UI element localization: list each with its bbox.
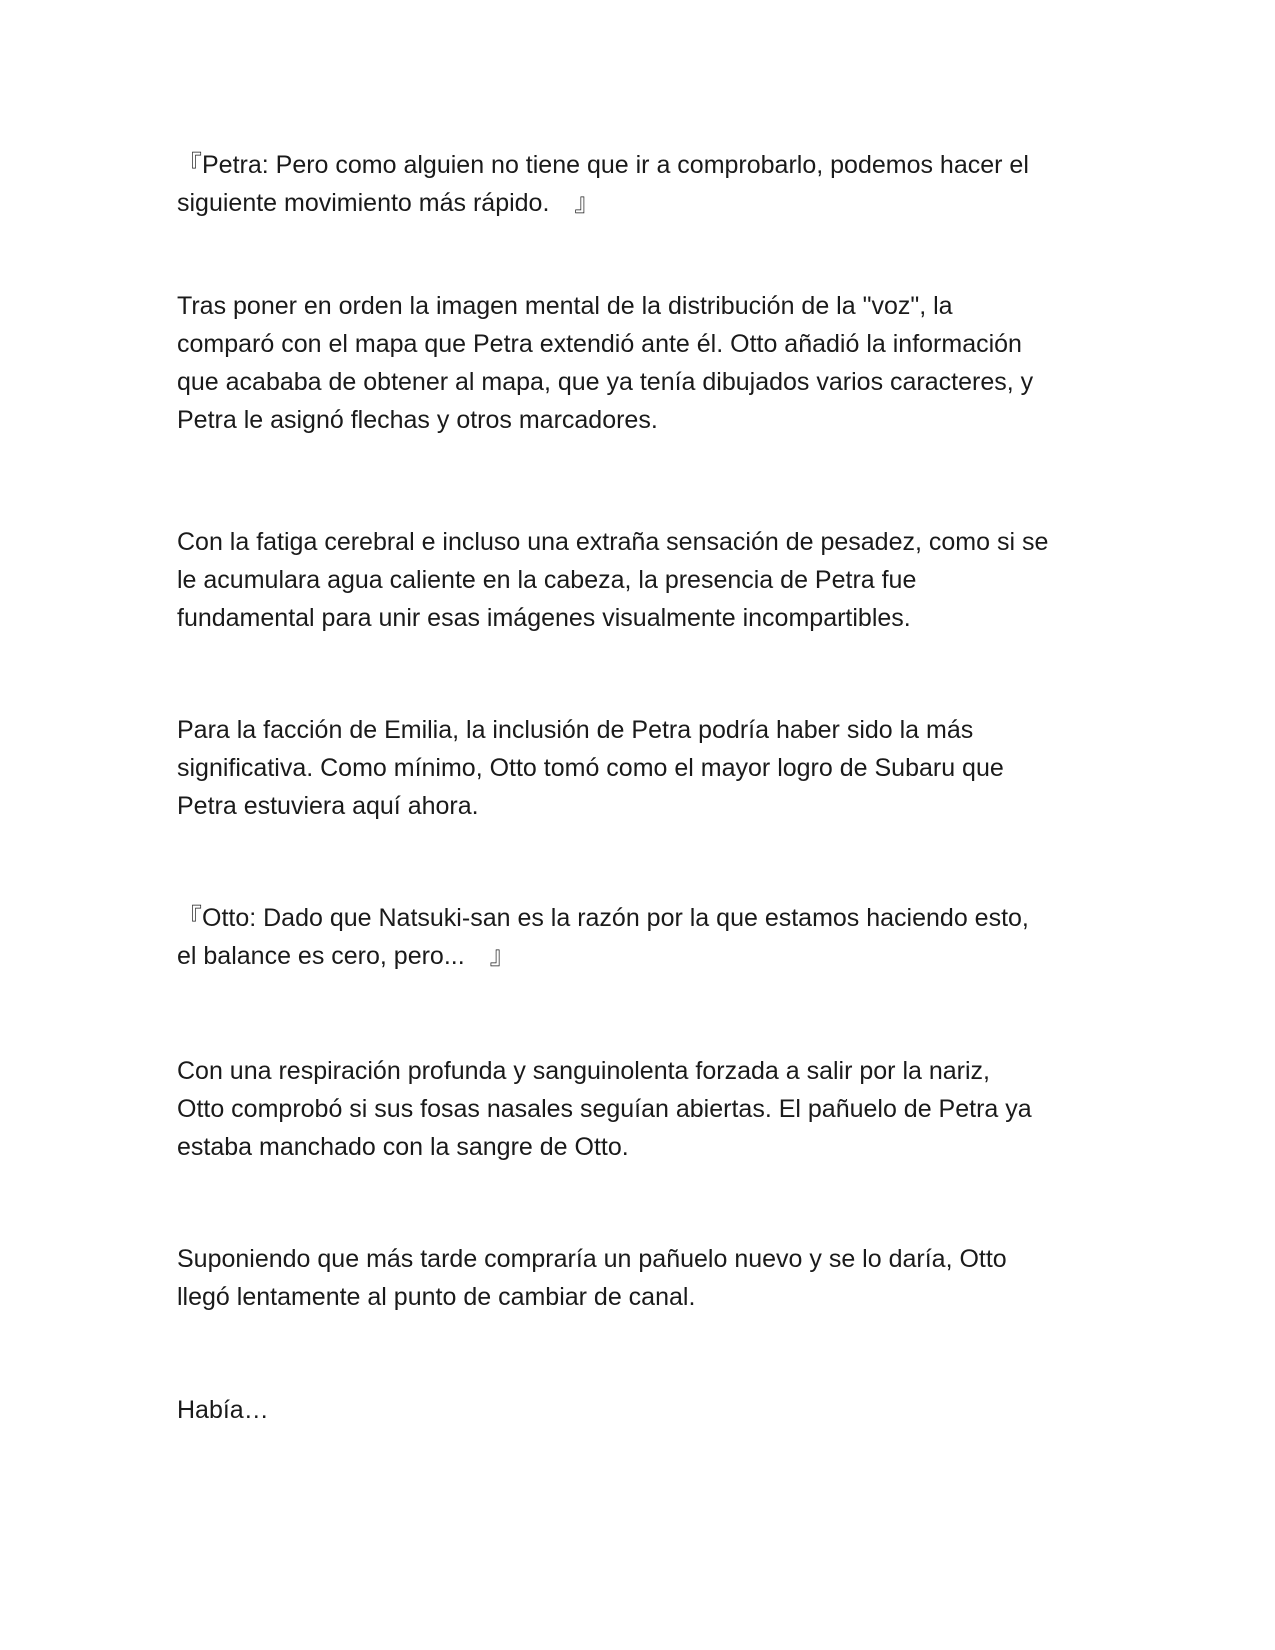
text-line: le acumulara agua caliente en la cabeza, la presencia de Petra fue: [177, 566, 917, 594]
paragraph-nosebleed: [177, 1052, 1107, 1166]
text-line: Había…: [177, 1396, 269, 1424]
text-line: comparó con el mapa que Petra extendió ante él. Otto añadió la información: [177, 330, 1022, 358]
text-line: estaba manchado con la sangre de Otto.: [177, 1133, 629, 1161]
text-line: Con una respiración profunda y sanguinolenta forzada a salir por la nariz,: [177, 1057, 990, 1085]
dialogue-otto: [177, 899, 1107, 975]
text-line: que acababa de obtener al mapa, que ya tenía dibujados varios caracteres, y: [177, 368, 1034, 396]
text-line: Para la facción de Emilia, la inclusión de Petra podría haber sido la más: [177, 716, 974, 744]
text-line: siguiente movimiento más rápido. 』: [177, 189, 600, 217]
paragraph-habia: [177, 1391, 1107, 1429]
paragraph-voice-map: [177, 287, 1107, 439]
paragraph-fatigue: [177, 523, 1107, 637]
text-line: 『Otto: Dado que Natsuki-san es la razón por la que estamos haciendo esto,: [177, 904, 1029, 932]
text-line: llegó lentamente al punto de cambiar de canal.: [177, 1283, 696, 1311]
text-line: Con la fatiga cerebral e incluso una extraña sensación de pesadez, como si se: [177, 528, 1049, 556]
text-line: Petra le asignó flechas y otros marcadores.: [177, 406, 658, 434]
dialogue-petra: [177, 146, 1107, 222]
text-line: significativa. Como mínimo, Otto tomó como el mayor logro de Subaru que: [177, 754, 1004, 782]
text-line: el balance es cero, pero... 』: [177, 942, 515, 970]
text-line: Otto comprobó si sus fosas nasales seguían abiertas. El pañuelo de Petra ya: [177, 1095, 1032, 1123]
text-line: Tras poner en orden la imagen mental de la distribución de la "voz", la: [177, 292, 953, 320]
text-line: fundamental para unir esas imágenes visualmente incompartibles.: [177, 604, 911, 632]
text-line: Suponiendo que más tarde compraría un pañuelo nuevo y se lo daría, Otto: [177, 1245, 1007, 1273]
text-line: Petra estuviera aquí ahora.: [177, 792, 479, 820]
paragraph-handkerchief: [177, 1240, 1107, 1316]
text-line: 『Petra: Pero como alguien no tiene que ir a comprobarlo, podemos hacer el: [177, 151, 1029, 179]
paragraph-emilia-faction: [177, 711, 1107, 825]
